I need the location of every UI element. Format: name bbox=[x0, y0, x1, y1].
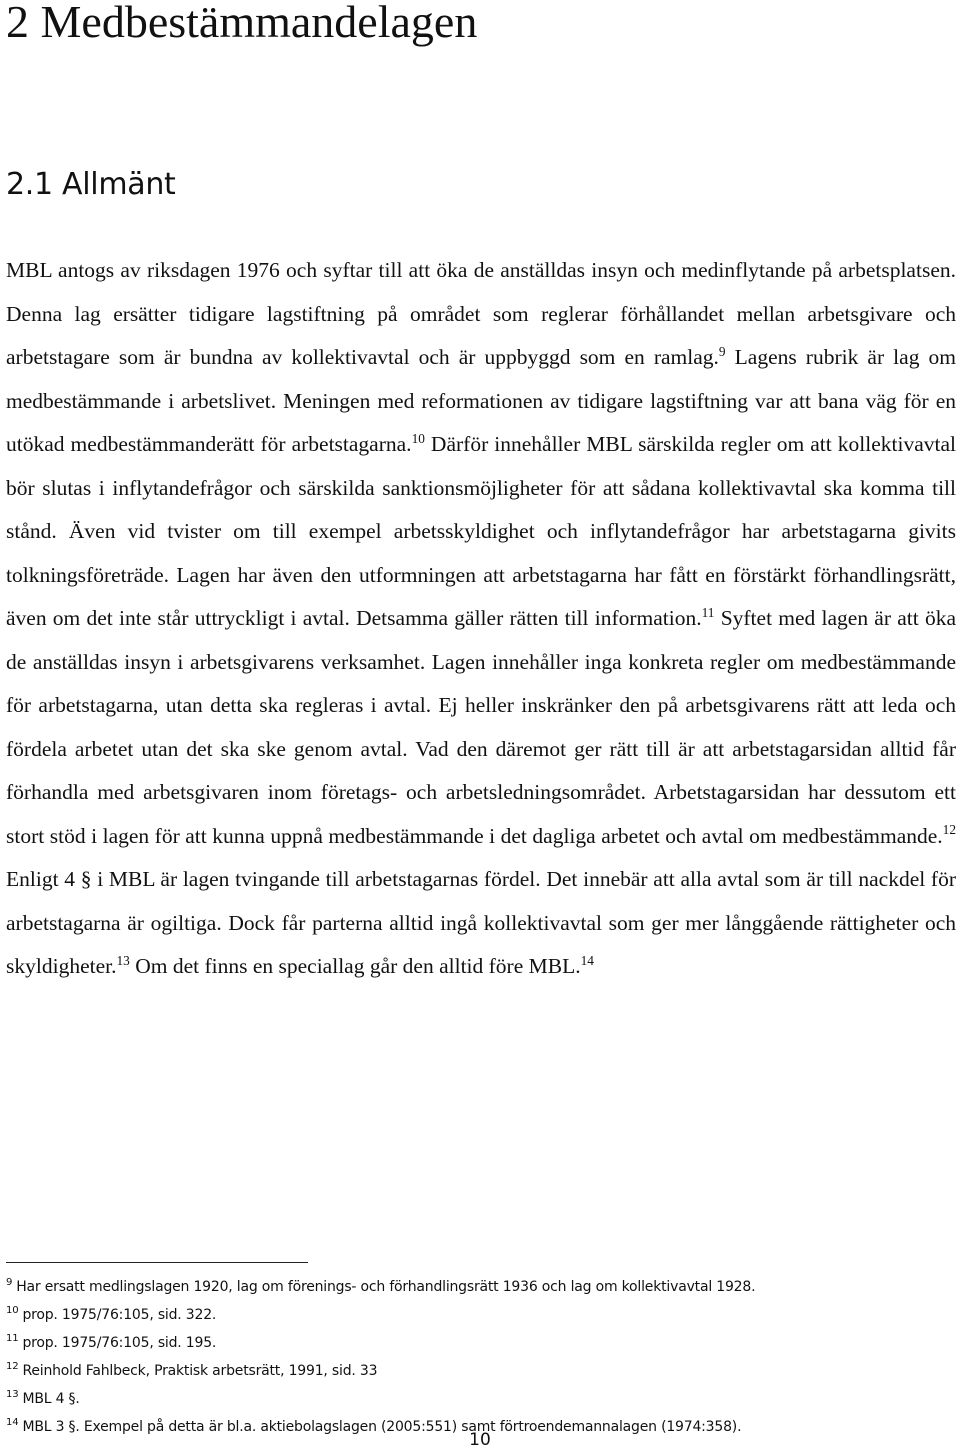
paragraph-text: MBL antogs av riksdagen 1976 och syftar till att öka de anställdas insyn och medinflytande på arbetsplatsen. Denna lag ersätter tidigare lagstiftning på området som reglerar förhållandet mellan arbetsgivare och arbetstagare som är bundna av kollektivavtal och är uppbyggd som en ramlag. bbox=[6, 258, 956, 369]
footnote-number: 11 bbox=[6, 1333, 19, 1345]
footnote-reference: 9 bbox=[718, 343, 726, 359]
chapter-title: 2 Medbestämmandelagen bbox=[6, 0, 478, 47]
paragraph-text: Syftet med lagen är att öka de anställdas insyn i arbetsgivarens verksamhet. Lagen innehåller inga konkreta regler om medbestämmande för arbetstagarna, utan detta ska regleras i avtal. Ej heller inskränker den på arbetsgivarens rätt att leda och fördela arbetet utan det ska ske genom avtal. Vad den däremot ger rätt till är att arbetstagarsidan alltid får förhandla med arbetsgivaren inom företags- och arbetsledningsområdet. Arbetstagarsidan har dessutom ett stort stöd i lagen för att kunna uppnå medbestämmande i det dagliga arbetet och avtal om medbestämmande. bbox=[6, 606, 956, 848]
footnote-number: 12 bbox=[6, 1361, 19, 1373]
footnote-text: prop. 1975/76:105, sid. 195. bbox=[22, 1335, 217, 1351]
page-number: 10 bbox=[469, 1430, 491, 1450]
footnote bbox=[6, 1330, 956, 1358]
paragraph-text: Enligt 4 § i MBL är lagen tvingande till arbetstagarnas fördel. Det innebär att alla avtal som är till nackdel för arbetstagarna är ogiltiga. Dock får parterna alltid ingå kollektivavtal som ger mer långgående rättigheter och skyldigheter. bbox=[6, 867, 956, 978]
footnote-number: 10 bbox=[6, 1305, 19, 1317]
footnote-reference: 10 bbox=[411, 430, 425, 446]
footnote-reference: 11 bbox=[701, 604, 715, 620]
paragraph-text: Om det finns en speciallag går den alltid före MBL. bbox=[129, 954, 581, 978]
footnote bbox=[6, 1302, 956, 1330]
footnote-reference: 13 bbox=[116, 952, 130, 968]
section-title: 2.1 Allmänt bbox=[6, 167, 176, 202]
footnote-text: MBL 3 §. Exempel på detta är bl.a. aktiebolagslagen (2005:551) samt förtroendemannalagen (1974:358). bbox=[22, 1419, 742, 1435]
footnote-text: Har ersatt medlingslagen 1920, lag om förenings- och förhandlingsrätt 1936 och lag om kollektivavtal 1928. bbox=[16, 1279, 756, 1295]
footnote-reference: 14 bbox=[580, 952, 594, 968]
footnote bbox=[6, 1386, 956, 1414]
footnote-text: MBL 4 §. bbox=[22, 1391, 80, 1407]
footnote-separator bbox=[6, 1262, 308, 1263]
paragraph-text: Därför innehåller MBL särskilda regler om att kollektivavtal bör slutas i inflytandefrågor och särskilda sanktionsmöjligheter för att sådana kollektivavtal ska komma till stånd. Även vid tvister om till exempel arbetsskyldighet och inflytandefrågor har arbetstagarna givits tolkningsföreträde. Lagen har även den utformningen att arbetstagarna har fått en förstärkt förhandlingsrätt, även om det inte står uttryckligt i avtal. Detsamma gäller rätten till information. bbox=[6, 432, 956, 630]
body-paragraph bbox=[6, 249, 956, 989]
footnote bbox=[6, 1358, 956, 1386]
footnote-number: 13 bbox=[6, 1389, 19, 1401]
footnote-number: 9 bbox=[6, 1277, 13, 1289]
footnote-list bbox=[6, 1274, 956, 1442]
footnote-number: 14 bbox=[6, 1417, 19, 1429]
paragraph-text: Lagens rubrik är lag om medbestämmande i arbetslivet. Meningen med reformationen av tidigare lagstiftning var att bana väg för en utökad medbestämmanderätt för arbetstagarna. bbox=[6, 345, 956, 456]
footnote-text: prop. 1975/76:105, sid. 322. bbox=[22, 1307, 217, 1323]
footnote-text: Reinhold Fahlbeck, Praktisk arbetsrätt, 1991, sid. 33 bbox=[22, 1363, 378, 1379]
footnote bbox=[6, 1274, 956, 1302]
footnote-reference: 12 bbox=[942, 822, 956, 838]
